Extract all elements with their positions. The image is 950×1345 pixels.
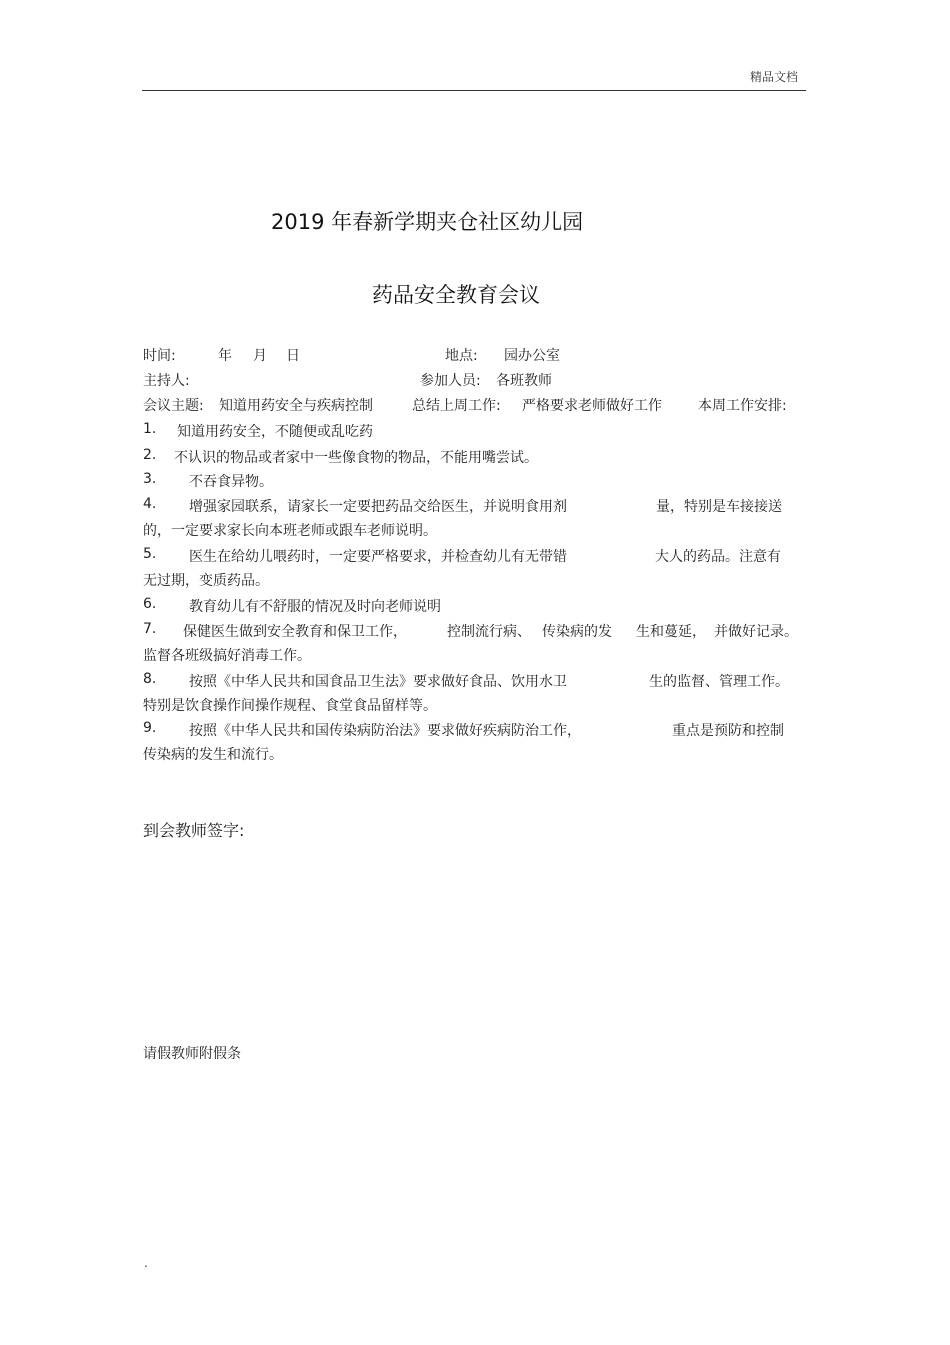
item-text: 不吞食异物。 (189, 474, 273, 490)
topic-value: 知道用药安全与疾病控制 (219, 398, 373, 414)
item-text: 特别是饮食操作间操作规程、食堂食品留样等。 (143, 698, 437, 714)
item-text: 并做好记录。 (714, 624, 798, 640)
place-value: 园办公室 (504, 348, 560, 364)
document-subtitle: 药品安全教育会议 (372, 283, 540, 307)
item-text: 传染病的发生和流行。 (143, 747, 283, 763)
item-text: 生的监督、管理工作。 (649, 674, 789, 690)
time-label: 时间: (143, 348, 176, 364)
host-label: 主持人: (143, 373, 190, 389)
item-text: 按照《中华人民共和国传染病防治法》要求做好疾病防治工作， (189, 723, 581, 739)
item-text: 的，一定要求家长向本班老师或跟车老师说明。 (143, 523, 437, 539)
item-text: 不认识的物品或者家中一些像食物的物品，不能用嘴尝试。 (174, 450, 538, 466)
place-label: 地点: (445, 348, 478, 364)
item-text: 传染病的发 (542, 624, 612, 640)
item-number: 6. (143, 596, 157, 612)
year-label: 年 (218, 348, 232, 364)
item-text: 监督各班级搞好消毒工作。 (143, 648, 311, 664)
item-text: 控制流行病、 (447, 624, 531, 640)
header-tag: 精品文档 (750, 70, 799, 84)
item-text: 重点是预防和控制 (672, 723, 784, 739)
item-text: 医生在给幼儿喂药时，一定要严格要求，并检查幼儿有无带错 (189, 549, 567, 565)
item-text: 生和蔓延， (636, 624, 706, 640)
day-label: 日 (286, 348, 300, 364)
item-text: 大人的药品。注意有 (655, 549, 781, 565)
leave-note-label: 请假教师附假条 (143, 1046, 241, 1062)
plan-label: 本周工作安排: (698, 398, 787, 414)
month-label: 月 (253, 348, 267, 364)
item-number: 7. (143, 621, 157, 637)
item-number: 4. (143, 496, 157, 512)
header-rule (142, 90, 806, 91)
item-number: 2. (143, 447, 157, 463)
summary-value: 严格要求老师做好工作 (522, 398, 662, 414)
item-text: 教育幼儿有不舒服的情况及时向老师说明 (189, 599, 441, 615)
item-text: 保健医生做到安全教育和保卫工作， (183, 624, 407, 640)
item-number: 1. (143, 421, 157, 437)
signature-label: 到会教师签字: (143, 821, 245, 840)
topic-label: 会议主题: (143, 398, 204, 414)
item-text: 无过期，变质药品。 (143, 573, 269, 589)
item-number: 5. (143, 546, 157, 562)
item-text: 知道用药安全，不随便或乱吃药 (177, 424, 373, 440)
item-text: 按照《中华人民共和国食品卫生法》要求做好食品、饮用水卫 (189, 674, 567, 690)
participants-label: 参加人员: (420, 373, 481, 389)
footer-dot: . (144, 1256, 148, 1270)
item-number: 9. (143, 720, 157, 736)
summary-label: 总结上周工作: (412, 398, 501, 414)
item-text: 增强家园联系，请家长一定要把药品交给医生，并说明食用剂 (189, 499, 567, 515)
item-number: 8. (143, 671, 157, 687)
participants-value: 各班教师 (496, 373, 552, 389)
document-title: 2019 年春新学期夹仓社区幼儿园 (271, 210, 584, 234)
item-text: 量，特别是车接接送 (656, 499, 782, 515)
item-number: 3. (143, 471, 157, 487)
